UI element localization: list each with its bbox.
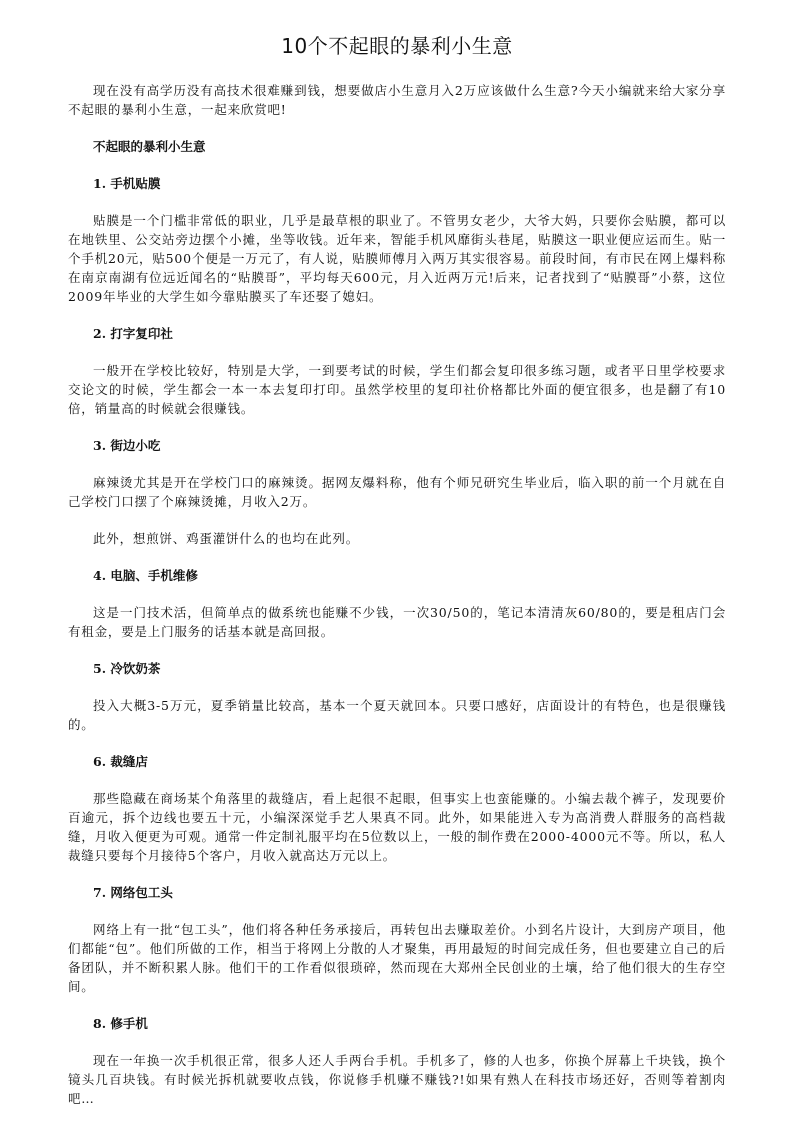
item-paragraph: 贴膜是一个门槛非常低的职业，几乎是最草根的职业了。不管男女老少，大爷大妈，只要你会贴膜，都可以在地铁里、公交站旁边摆个小摊，坐等收钱。近年来，智能手机风靡街头巷尾，贴膜这一职业便应运而生。贴一个手机20元，贴500个便是一万元了，有人说，贴膜师傅月入两万其实很容易。前段时间，有市民在网上爆料称在南京南湖有位远近闻名的“贴膜哥”，平均每天600元，月入近两万元!后来，记者找到了“贴膜哥”小蔡，这位2009年毕业的大学生如今靠贴膜买了车还娶了媳妇。	[68, 213, 726, 304]
item-paragraph: 麻辣烫尤其是开在学校门口的麻辣烫。据网友爆料称，他有个师兄研究生毕业后，临入职的前一个月就在自己学校门口摆了个麻辣烫摊，月收入2万。	[68, 475, 726, 509]
section-heading: 不起眼的暴利小生意	[93, 139, 206, 154]
item-paragraph: 现在一年换一次手机很正常，很多人还人手两台手机。手机多了，修的人也多，你换个屏幕上千块钱，换个镜头几百块钱。有时候光拆机就要收点钱，你说修手机赚不赚钱?!如果有熟人在科技市场还好，否则等着割肉吧…	[68, 1053, 726, 1106]
item-paragraph: 那些隐藏在商场某个角落里的裁缝店，看上起很不起眼，但事实上也蛮能赚的。小编去裁个裤子，发现要价百逾元，拆个边线也要五十元，小编深深觉手艺人果真不同。此外，如果能进入专为高消费人群服务的高档裁缝，月收入便更为可观。通常一件定制礼服平均在5位数以上，一般的制作费在2000-4000元不等。所以，私人裁缝只要每个月接待5个客户，月收入就高达万元以上。	[68, 791, 726, 863]
item-heading: 5. 冷饮奶茶	[93, 661, 161, 676]
item-heading: 4. 电脑、手机维修	[93, 568, 198, 583]
document-page	[68, 30, 726, 1108]
item-heading: 1. 手机贴膜	[93, 176, 161, 191]
item-heading: 2. 打字复印社	[93, 326, 173, 341]
item-heading: 3. 街边小吃	[93, 438, 161, 453]
item-heading: 6. 裁缝店	[93, 754, 148, 769]
item-heading: 8. 修手机	[93, 1016, 148, 1031]
item-heading: 7. 网络包工头	[93, 885, 173, 900]
item-paragraph: 投入大概3-5万元，夏季销量比较高，基本一个夏天就回本。只要口感好，店面设计的有特色，也是很赚钱的。	[68, 698, 726, 732]
intro-paragraph: 现在没有高学历没有高技术很难赚到钱，想要做店小生意月入2万应该做什么生意?今天小编就来给大家分享不起眼的暴利小生意，一起来欣赏吧!	[68, 83, 726, 117]
item-paragraph: 这是一门技术活，但简单点的做系统也能赚不少钱，一次30/50的，笔记本清清灰60/80的，要是租店门会有租金，要是上门服务的话基本就是高回报。	[68, 605, 726, 639]
document-title: 10个不起眼的暴利小生意	[281, 34, 513, 58]
item-paragraph: 一般开在学校比较好，特别是大学，一到要考试的时候，学生们都会复印很多练习题，或者平日里学校要求交论文的时候，学生都会一本一本去复印打印。虽然学校里的复印社价格都比外面的便宜很多，也是翻了有10倍，销量高的时候就会很赚钱。	[68, 363, 726, 416]
item-paragraph: 网络上有一批“包工头”，他们将各种任务承接后，再转包出去赚取差价。小到名片设计，大到房产项目，他们都能“包”。他们所做的工作，相当于将网上分散的人才聚集，再用最短的时间完成任务，但也要建立自己的后备团队，并不断积累人脉。他们干的工作看似很琐碎，然而现在大郑州全民创业的土壤，给了他们很大的生存空间。	[68, 922, 726, 994]
item-paragraph: 此外，想煎饼、鸡蛋灌饼什么的也均在此列。	[93, 531, 360, 546]
